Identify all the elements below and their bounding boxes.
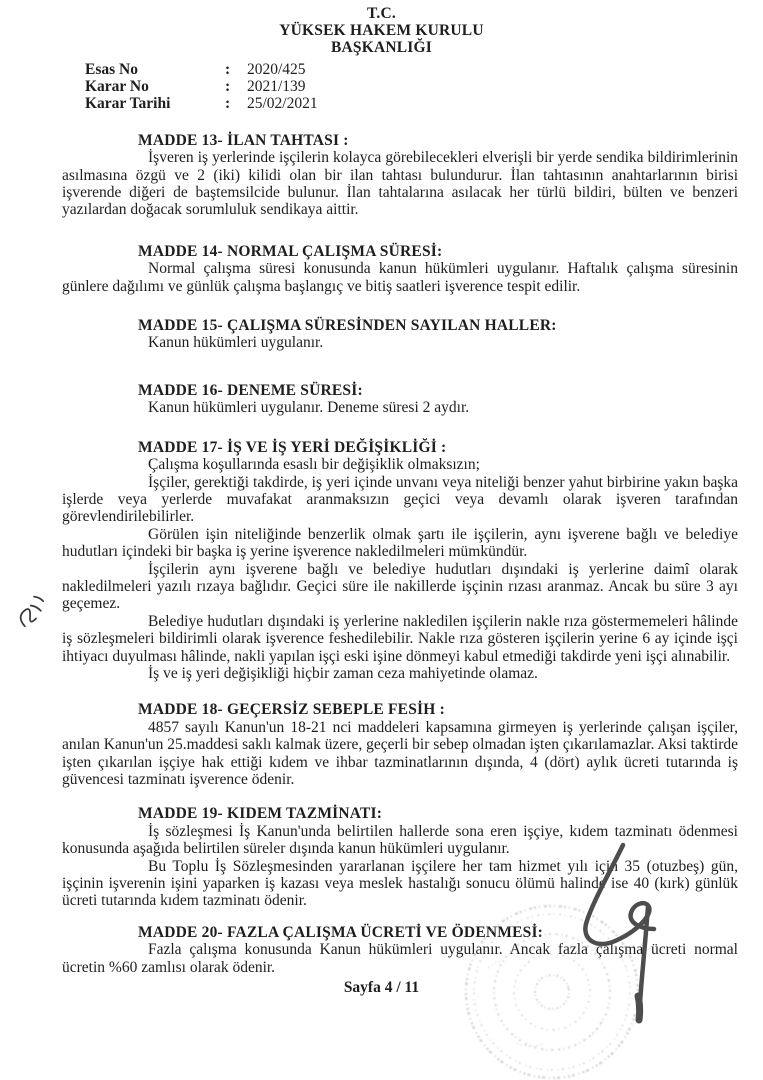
article: [62, 924, 738, 976]
article: [62, 132, 738, 219]
article-paragraph: Normal çalışma süresi konusunda kanun hükümleri uygulanır. Haftalık çalışma süresinin günlere dağılımı ve günlük çalışma başlangıç ve bitiş saatleri işverence tespit edilir.: [62, 260, 738, 295]
page-footer: [0, 979, 763, 997]
article-heading: MADDE 14- NORMAL ÇALIŞMA SÜRESİ:: [138, 242, 443, 260]
article-paragraph: Fazla çalışma konusunda Kanun hükümleri uygulanır. Ancak fazla çalışma ücreti normal ücretin %60 zamlısı olarak ödenir.: [62, 941, 738, 976]
margin-paraph-icon: [6, 580, 58, 638]
article-paragraph: Kanun hükümleri uygulanır. Deneme süresi 2 aydır.: [148, 399, 470, 417]
meta-label: Karar No: [85, 78, 149, 96]
article-heading: MADDE 18- GEÇERSİZ SEBEPLE FESİH :: [138, 701, 445, 719]
article-paragraph: Bu Toplu İş Sözleşmesinden yararlanan işçilere her tam hizmet yılı için 35 (otuzbeş) gün, işçinin işverenin işini yaparken iş kazası veya meslek hastalığı sonucu ölümü halinde ise 40 (kırk) günlük ücreti tutarında kıdem tazminatı ödenir.: [62, 857, 738, 910]
article: [62, 382, 738, 417]
article: [62, 439, 738, 683]
meta-label: Karar Tarihi: [85, 95, 171, 113]
article-heading: MADDE 17- İŞ VE İŞ YERİ DEĞİŞİKLİĞİ :: [138, 438, 447, 456]
article: [62, 243, 738, 295]
meta-colon: :: [225, 60, 231, 78]
article-heading: MADDE 15- ÇALIŞMA SÜRESİNDEN SAYILAN HALLER:: [138, 317, 557, 335]
article-paragraph: İşveren iş yerlerinde işçilerin kolayca görebilecekleri elverişli bir yerde sendika bildirimlerinin asılmasına özgü ve 2 (iki) kilidi olan bir ilan tahtası bulundurur. İlan tahtasının anahtarlarının birisi işverende diğeri de baştemsilcide bulunur. İlan tahtalarına asılacak her türlü bildiri, bülten ve benzeri yazılardan doğacak sorumluluk sendikaya aittir.: [62, 149, 738, 219]
letterhead-institution: YÜKSEK HAKEM KURULU: [279, 22, 484, 40]
meta-colon: :: [225, 95, 231, 113]
page-number: Sayfa 4 / 11: [343, 979, 420, 997]
article-paragraph: Kanun hükümleri uygulanır.: [148, 334, 324, 352]
articles-section: [62, 132, 738, 976]
article-heading: MADDE 16- DENEME SÜRESİ:: [138, 381, 363, 399]
meta-value: 2020/425: [247, 60, 306, 78]
meta-row: [85, 78, 763, 95]
meta-row: [85, 61, 763, 78]
meta-value: 2021/139: [247, 78, 306, 96]
article-heading: MADDE 20- FAZLA ÇALIŞMA ÜCRETİ VE ÖDENMESİ:: [138, 923, 544, 941]
letterhead: [0, 0, 763, 57]
meta-row: [85, 95, 763, 112]
article-paragraph: İşçiler, gerektiği takdirde, iş yeri içinde unvanı veya niteliği benzer yahut birbirine yakın başka işlerde veya yerlerde muvafakat aranmaksızın geçici veya devamlı olarak işveren tarafından görevlendirilebilirler.: [62, 473, 738, 526]
meta-value: 25/02/2021: [247, 95, 318, 113]
article-paragraph: İş ve iş yeri değişikliği hiçbir zaman ceza mahiyetinde olamaz.: [148, 664, 538, 682]
article-paragraph: Belediye hudutları dışındaki iş yerlerine nakledilen işçilerin nakle rıza göstermemeleri hâlinde iş sözleşmeleri bildirimli olarak işverence feshedilebilir. Nakle rıza gösteren işçilerin yerine 6 ay içinde işçi ihtiyacı duyulması hâlinde, nakli yapılan işçi eski işine dönmeyi kabul etmediği takdirde yeni işçi alınabilir.: [62, 612, 738, 665]
article-paragraph: İş sözleşmesi İş Kanun'unda belirtilen hallerde sona eren işçiye, kıdem tazminatı ödenmesi konusunda aşağıda belirtilen süreler dışında kanun hükümleri uygulanır.: [62, 822, 738, 858]
article-paragraph: İşçilerin aynı işverene bağlı ve belediye hudutları dışındaki iş yerlerine daimî olarak nakledilmeleri yazılı rızaya bağlıdır. Geçici süre ile nakillerde işçinin rızası aranmaz. Ancak bu süre 3 ayı geçemez.: [62, 560, 738, 613]
meta-colon: :: [225, 78, 231, 96]
article-heading: MADDE 19- KIDEM TAZMİNATI:: [138, 805, 383, 823]
meta-label: Esas No: [85, 60, 138, 78]
letterhead-unit: BAŞKANLIĞI: [330, 39, 433, 57]
article-paragraph: Görülen işin niteliğinde benzerlik olmak şartı ile işçilerin, aynı işverene bağlı ve belediye hudutları içindeki bir başka iş yerine işverence nakledilmeleri mümkündür.: [62, 525, 738, 561]
article-paragraph: 4857 sayılı Kanun'un 18-21 nci maddeleri kapsamına girmeyen iş yerlerinde çalışan işçiler, anılan Kanun'un 25.maddesi saklı kalmak üzere, geçerli bir sebep olmadan işten çıkarılamazlar. Aksi taktirde işten çıkarılan işçiye hak ettiği kıdem ve ihbar tazminatlarının dışında, 4 (dört) aylık ücreti tutarında iş güvencesi tazminatı işverence ödenir.: [62, 718, 738, 789]
article-heading: MADDE 13- İLAN TAHTASI :: [138, 131, 349, 149]
article: [62, 701, 738, 788]
case-meta-block: [85, 61, 763, 113]
article: [62, 805, 738, 909]
article: [62, 317, 738, 352]
article-paragraph: Çalışma koşullarında esaslı bir değişiklik olmaksızın;: [148, 456, 480, 474]
letterhead-state: T.C.: [367, 5, 396, 22]
